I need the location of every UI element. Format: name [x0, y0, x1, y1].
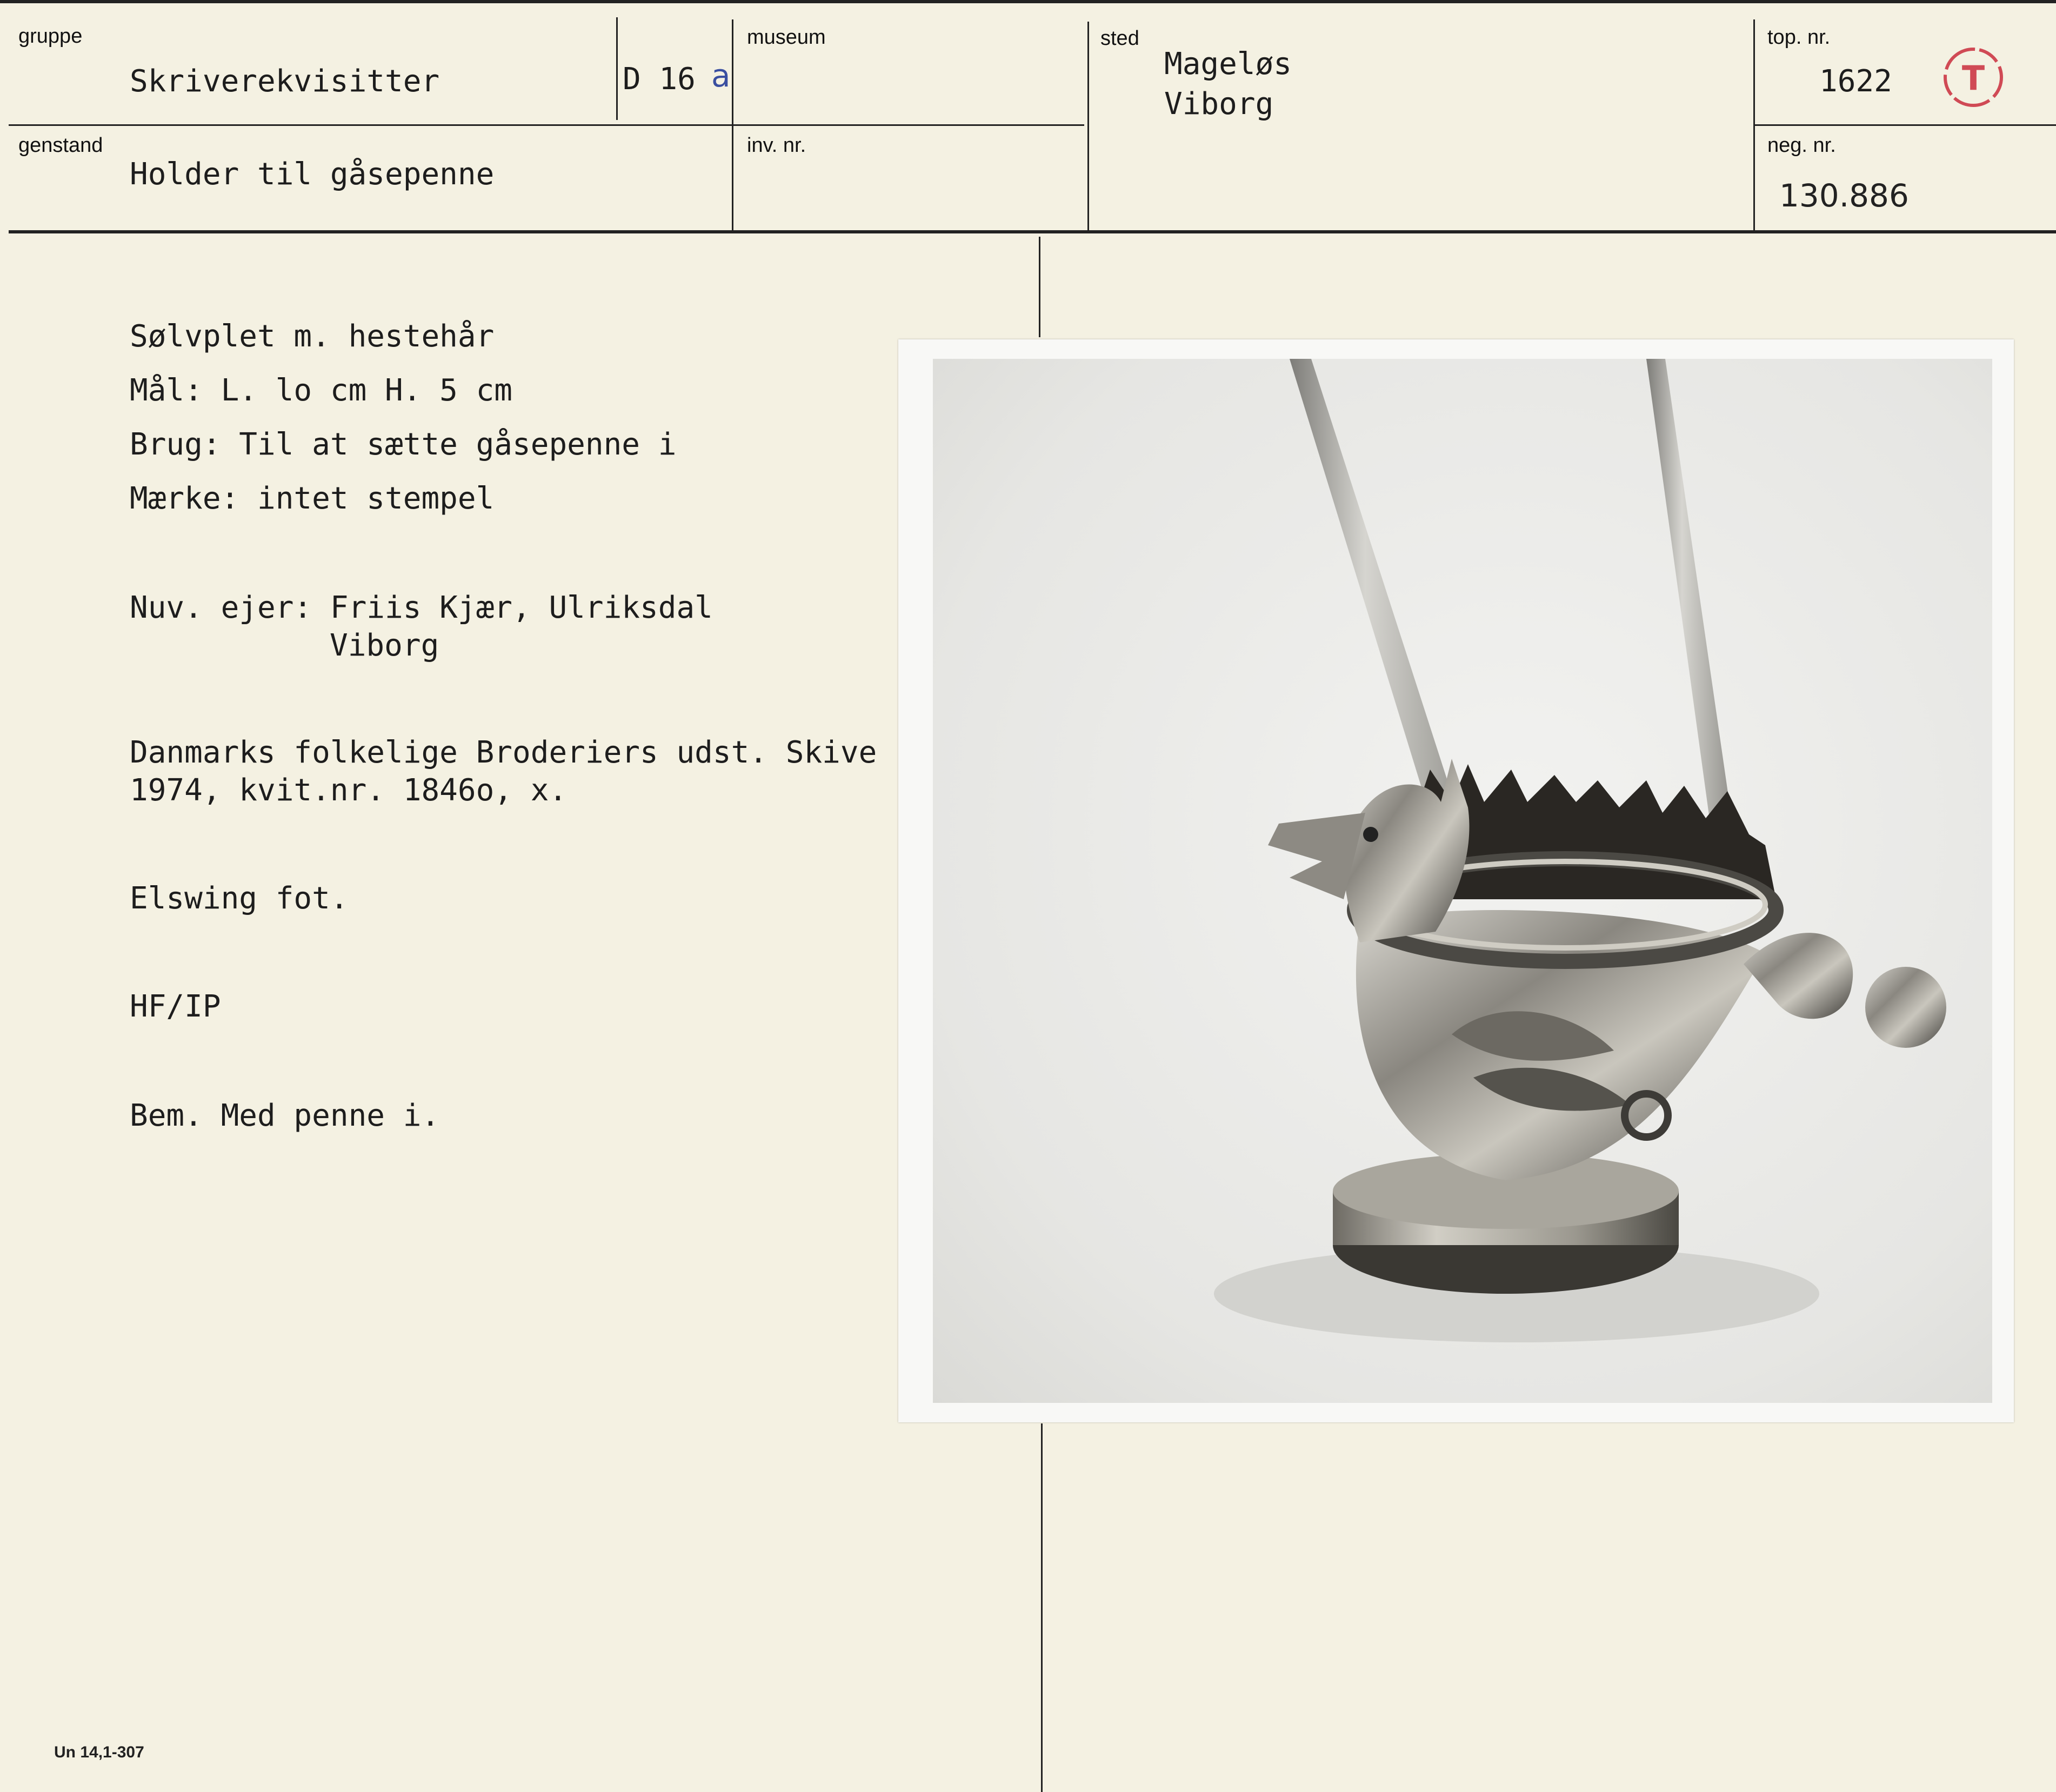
- material-line: Sølvplet m. hestehår: [130, 319, 495, 354]
- usage-line: Brug: Til at sætte gåsepenne i: [130, 427, 677, 462]
- maker-mark-line: Mærke: intet stempel: [130, 481, 495, 516]
- header-col-divider-1: [732, 19, 733, 230]
- header-tick-mark: [616, 17, 618, 120]
- header-divider-row1: [9, 124, 1084, 126]
- body-col-divider-bottom: [1041, 1423, 1043, 1792]
- gruppe-value: Skriverekvisitter: [130, 64, 440, 99]
- header-top-border: [0, 0, 2056, 3]
- photographer-line: Elswing fot.: [130, 881, 349, 916]
- exhibition-line-1: Danmarks folkelige Broderiers udst. Skive: [130, 735, 877, 770]
- header-bottom-border: [9, 230, 2056, 233]
- quill-holder-photo-image: [933, 359, 1992, 1403]
- neg-nr-value: 130.886: [1779, 177, 1909, 214]
- top-nr-value: 1622: [1819, 64, 1892, 99]
- inv-nr-label: inv. nr.: [747, 134, 806, 157]
- object-photograph: [898, 339, 2014, 1422]
- genstand-label: genstand: [18, 134, 103, 157]
- gruppe-code-mark: a: [711, 57, 731, 94]
- stamp-letter: T: [1961, 58, 1985, 98]
- sted-line-2: Viborg: [1164, 86, 1274, 122]
- card-form-code: Un 14,1-307: [54, 1743, 144, 1761]
- exhibition-line-2: 1974, kvit.nr. 1846o, x.: [130, 773, 568, 808]
- genstand-value: Holder til gåsepenne: [130, 157, 495, 192]
- initials-line: HF/IP: [130, 989, 221, 1024]
- stamp-circle-icon: [1938, 42, 2008, 112]
- owner-line-2: Viborg: [330, 628, 439, 663]
- measurements-line: Mål: L. lo cm H. 5 cm: [130, 373, 513, 408]
- neg-nr-label: neg. nr.: [1767, 134, 1836, 157]
- museum-label: museum: [747, 26, 826, 49]
- header-col-divider-3: [1753, 19, 1755, 230]
- header-col-divider-2: [1087, 22, 1089, 232]
- gruppe-code: D 16: [623, 62, 696, 97]
- remark-line: Bem. Med penne i.: [130, 1098, 440, 1133]
- header-divider-row1-right: [1754, 124, 2056, 126]
- top-nr-label: top. nr.: [1767, 26, 1831, 49]
- registration-stamp: [1938, 42, 2008, 115]
- gruppe-label: gruppe: [18, 25, 83, 48]
- owner-line-1: Nuv. ejer: Friis Kjær, Ulriksdal: [130, 590, 713, 625]
- body-col-divider-top: [1039, 237, 1040, 337]
- sted-label: sted: [1100, 27, 1139, 50]
- sted-line-1: Mageløs: [1164, 46, 1292, 82]
